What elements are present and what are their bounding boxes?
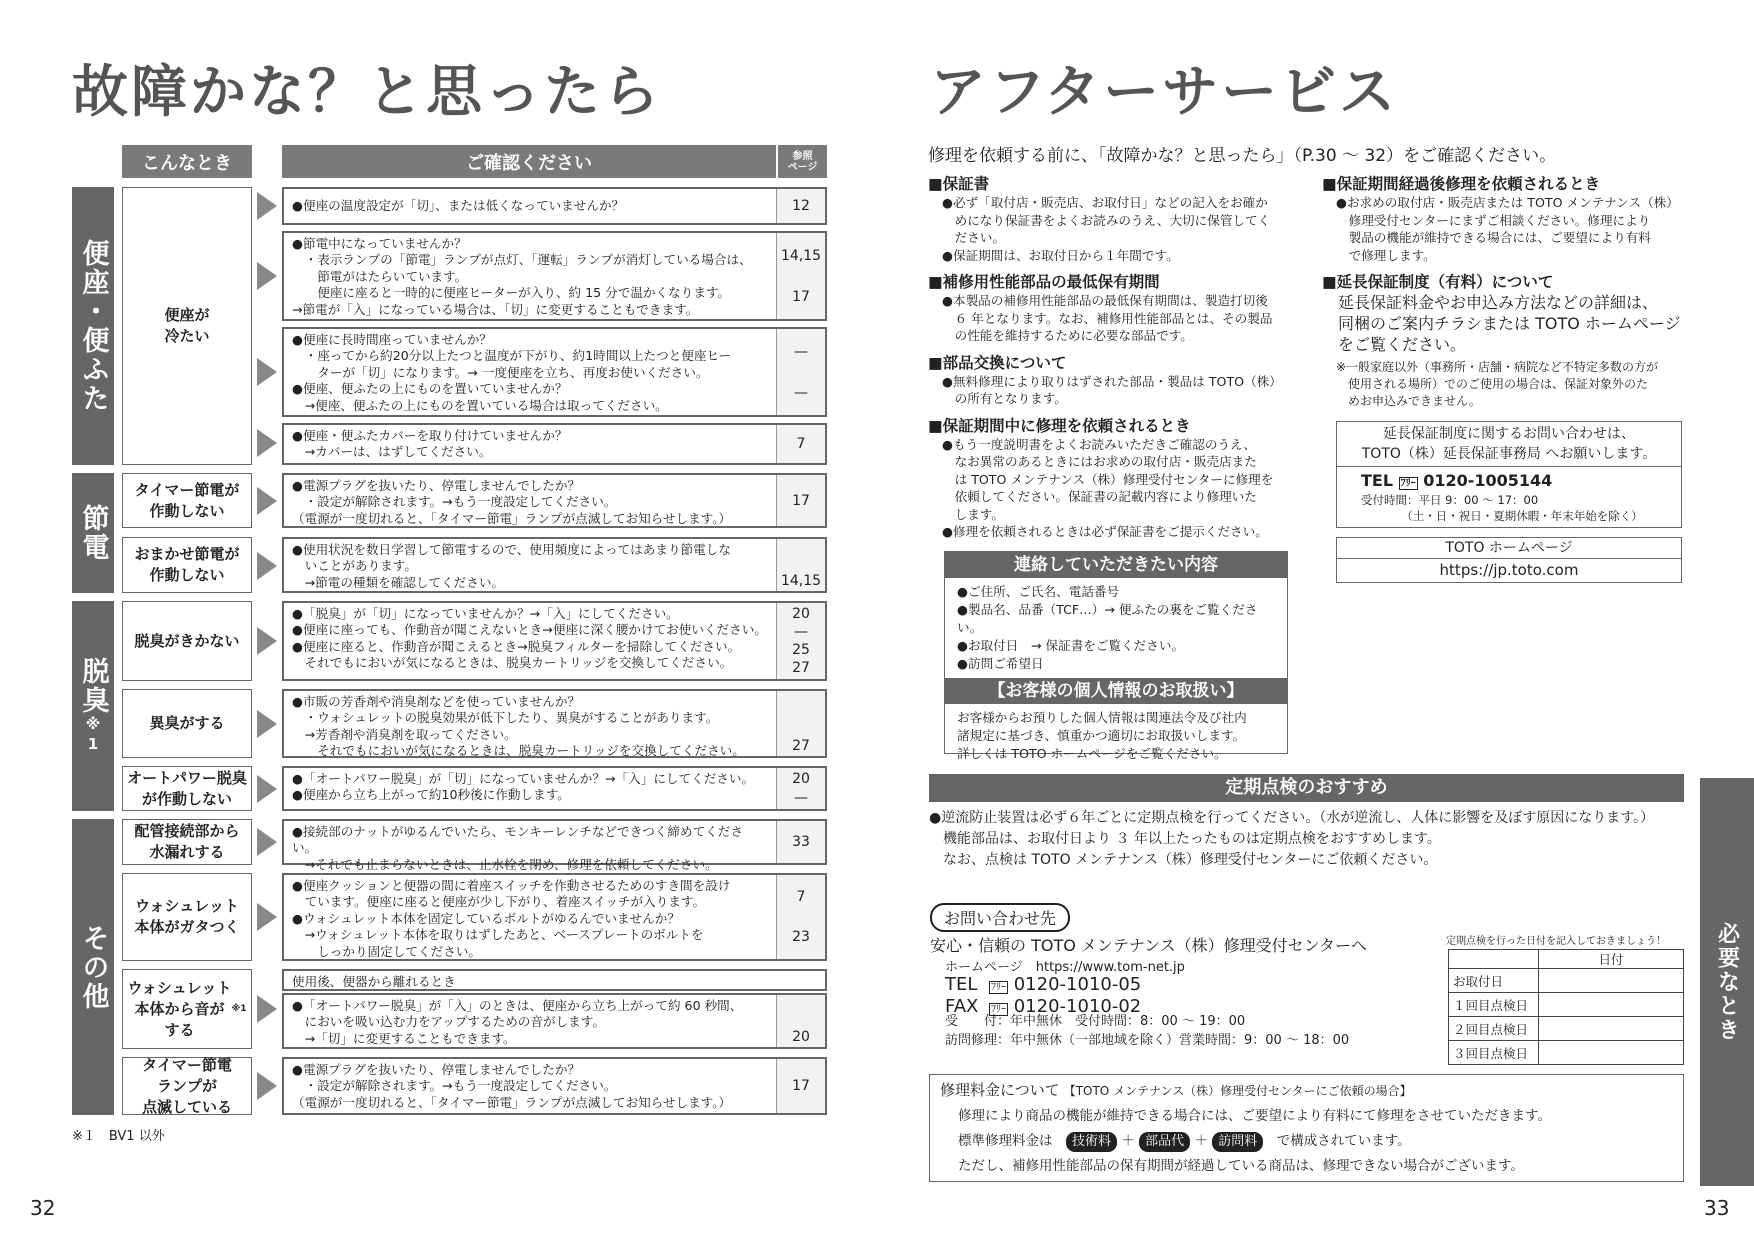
ref-pages bbox=[776, 425, 825, 463]
check-text: ●「脱臭」が「切」になっていませんか？→「入」にしてください。 ●便座に座っても、作動音が聞こえないとき→便座に深く腰かけてお使いください。 ●便座に座ると、作動音が聞こえるとき→脱臭フィルターを掃除してください。 それでもにおいが気になるときは、脱臭カートリッジを交換してください。 bbox=[292, 606, 767, 671]
section-parts-period-body: ●本製品の補修用性能部品の最低保有期間は、製造打切後 ６ 年となります。なお、補修用性能部品とは、その製品 の性能を維持するために必要な部品です。 bbox=[942, 293, 1273, 343]
header-when: こんなとき bbox=[122, 145, 252, 178]
inquiry-tel bbox=[945, 974, 1141, 995]
symptom-timer-save: タイマー節電が 作動しない bbox=[122, 473, 252, 528]
check-text: ●節電中になっていませんか？ ・表示ランプの「節電」ランプが点灯、「運転」ランプが消灯している場合は、 節電がはたらいています。 便座に座ると一時的に便座ヒーターが入り、約 15 分で温かくなります。 →節電が「入」になっている場合は、「切」に変更することもできます。 bbox=[292, 236, 752, 317]
table-cell bbox=[1449, 950, 1539, 969]
section-extended-body: 延長保証料金やお申込み方法などの詳細は、 同梱のご案内チラシまたは TOTO ホームページ をご覧ください。 bbox=[1338, 293, 1681, 354]
check-text: ●電源プラグを抜いたり、停電しませんでしたか？ ・設定が解除されます。→もう一度設定してください。 （電源が一度切れると、「タイマー節電」ランプが点滅してお知らせします。） bbox=[292, 1062, 732, 1110]
extended-contact-box bbox=[1336, 421, 1682, 528]
arrow-icon bbox=[257, 828, 277, 856]
ref-page: 17 bbox=[792, 288, 810, 305]
table-header-date: 日付 bbox=[1539, 950, 1684, 969]
check-row bbox=[282, 766, 827, 811]
fee-pill-parts: 部品代 bbox=[1139, 1132, 1190, 1152]
inspection-heading: 定期点検のおすすめ bbox=[929, 774, 1684, 802]
freedial-icon: ﾌﾘｰ bbox=[1400, 478, 1416, 489]
extended-contact-heading: 延長保証制度に関するお問い合わせは、 TOTO（株）延長保証事務局 へお願いします。 bbox=[1337, 422, 1681, 467]
arrow-icon bbox=[257, 262, 277, 290]
arrow-icon bbox=[257, 1072, 277, 1100]
check-row bbox=[282, 187, 827, 225]
check-row bbox=[282, 601, 827, 681]
homepage-url[interactable]: https://jp.toto.com bbox=[1439, 561, 1579, 579]
footnote: ※１ BV1 以外 bbox=[72, 1129, 165, 1144]
ref-page: — bbox=[794, 624, 808, 640]
ref-page: — bbox=[794, 789, 808, 806]
section-in-warranty: ■保証期間中に修理を依頼されるとき bbox=[928, 416, 1191, 435]
plus-icon: ＋ bbox=[1121, 1133, 1135, 1149]
homepage-box bbox=[1336, 537, 1682, 583]
fee-line-2a: 標準修理料金は bbox=[958, 1133, 1053, 1149]
ref-pages bbox=[776, 768, 825, 809]
inquiry-hours: 受 付：年中無休 受付時間：8：00 ～ 19：00 訪問修理：年中無休（一部地域を除く）営業時間：9：00 ～ 18：00 bbox=[945, 1014, 1350, 1048]
table-row-label: １回目点検日 bbox=[1449, 993, 1539, 1017]
ref-page: — bbox=[794, 384, 808, 401]
category-deodorize-label: 脱臭 bbox=[77, 657, 109, 715]
section-extended-note: ※一般家庭以外（事務所・店舗・病院など不特定多数の方が 使用される場所）でのご使用の場合は、保証対象外のた めお申込みできません。 bbox=[1336, 360, 1659, 408]
section-parts-exchange: ■部品交換について bbox=[928, 353, 1067, 372]
homepage-heading: TOTO ホームページ bbox=[1337, 538, 1681, 559]
category-power-save: 節電 bbox=[72, 473, 114, 593]
symptom-seat-cold: 便座が 冷たい bbox=[122, 187, 252, 465]
section-post-warranty: ■保証期間経過後修理を依頼されるとき bbox=[1322, 175, 1601, 193]
arrow-icon bbox=[257, 429, 277, 457]
fee-heading: 修理料金について bbox=[940, 1081, 1060, 1099]
ref-page: 25 bbox=[792, 642, 810, 658]
ref-pages bbox=[776, 539, 825, 591]
plus-icon: ＋ bbox=[1194, 1133, 1208, 1149]
ref-pages bbox=[776, 691, 825, 756]
header-check: ご確認ください bbox=[282, 145, 776, 178]
check-row bbox=[282, 537, 827, 593]
check-text: ●接続部のナットがゆるんでいたら、モンキーレンチなどできつく締めてください。 →それでも止まらないときは、止水栓を閉め、修理を依頼してください。 bbox=[292, 824, 743, 872]
category-other: その他 bbox=[72, 819, 114, 1115]
section-warranty: ■保証書 bbox=[928, 175, 990, 193]
fee-line-1: 修理により商品の機能が維持できる場合には、ご要望により有料にて修理をさせていただきます。 bbox=[958, 1108, 1551, 1124]
contact-heading: 連絡していただきたい内容 bbox=[945, 552, 1287, 578]
arrow-icon bbox=[257, 775, 277, 803]
contact-box bbox=[944, 551, 1288, 761]
check-row bbox=[282, 689, 827, 758]
arrow-icon bbox=[257, 487, 277, 515]
check-row bbox=[282, 231, 827, 321]
arrow-icon bbox=[257, 192, 277, 220]
extended-tel bbox=[1337, 467, 1681, 490]
arrow-icon bbox=[257, 552, 277, 580]
inquiry-main: 安心・信頼の TOTO メンテナンス（株）修理受付センターへ bbox=[930, 936, 1367, 955]
ref-pages bbox=[776, 995, 825, 1047]
section-post-warranty-body: ●お求めの取付店・販売店または TOTO メンテナンス（株） 修理受付センターにまずご相談ください。修理により 製品の機能が維持できる場合には、ご要望により有料 で修理します。 bbox=[1336, 195, 1679, 263]
table-row-label: お取付日 bbox=[1449, 969, 1539, 993]
fee-pill-tech: 技術料 bbox=[1066, 1132, 1117, 1152]
header-ref: 参照 ページ bbox=[778, 145, 827, 178]
inquiry-fax-number: 0120-1010-02 bbox=[1013, 996, 1142, 1017]
check-text: ●便座に長時間座っていませんか？ ・座ってから約20分以上たつと温度が下がり、約1時間以上たつと便座ヒー ターが「切」になります。→ 一度便座を立ち、再度お使いください。 ●便座、便ふたの上にものを置いていませんか？ →便座、便ふたの上にものを置いている場合は取ってください。 bbox=[292, 332, 732, 413]
table-row-label: ２回目点検日 bbox=[1449, 1017, 1539, 1041]
section-warranty-body: ●必ず「取付店・販売店、お取付日」などの記入をお確か めになり保証書をよくお読みのうえ、大切に保管してく ださい。 ●保証期間は、お取付日から１年間です。 bbox=[942, 195, 1271, 263]
privacy-heading: 【お客様の個人情報のお取扱い】 bbox=[945, 678, 1287, 704]
section-parts-exchange-body: ●無料修理により取りはずされた部品・製品は TOTO（株） の所有となります。 bbox=[942, 373, 1282, 406]
extended-tel-label: TEL bbox=[1361, 471, 1394, 490]
symptom-timer-lamp: タイマー節電 ランプが 点滅している bbox=[122, 1057, 252, 1115]
fee-line-2b: で構成されています。 bbox=[1276, 1133, 1411, 1149]
check-text: ●便座の温度設定が「切」、または低くなっていませんか？ bbox=[292, 198, 625, 213]
page-number-left: 32 bbox=[30, 1196, 56, 1220]
warranty-column bbox=[928, 166, 1293, 541]
extended-hours: 受付時間：平日 9：00 ～ 17：00 （土・日・祝日・夏期休暇・年末年始を除く） bbox=[1361, 493, 1643, 523]
freedial-icon: ﾌﾘｰ bbox=[991, 982, 1006, 993]
page-number-right: 33 bbox=[1704, 1196, 1730, 1220]
symptom-autopower: オートパワー脱臭 が作動しない bbox=[122, 766, 252, 811]
page-title-left: 故障かな？と思ったら bbox=[72, 60, 662, 125]
ref-page: 7 bbox=[796, 889, 806, 905]
check-text: 使用後、便器から離れるとき bbox=[292, 974, 456, 989]
inquiry-homepage[interactable]: ホームページ https://www.tom-net.jp bbox=[945, 960, 1185, 975]
ref-pages bbox=[776, 189, 825, 223]
ref-page: 17 bbox=[792, 492, 810, 509]
side-tab: 必要なとき bbox=[1700, 778, 1754, 1186]
ref-page: 27 bbox=[792, 660, 810, 676]
fee-line-3: ただし、補修用性能部品の保有期間が経過している商品は、修理できない場合がございます。 bbox=[958, 1158, 1524, 1174]
fee-pill-visit: 訪問料 bbox=[1212, 1132, 1263, 1152]
check-row bbox=[282, 473, 827, 528]
table-cell[interactable] bbox=[1539, 969, 1684, 993]
intro-text: 修理を依頼する前に、「故障かな？と思ったら」（P.30 ～ 32）をご確認ください。 bbox=[928, 146, 1557, 166]
symptom-deodor-weak: 脱臭がきかない bbox=[122, 601, 252, 681]
arrow-icon bbox=[257, 627, 277, 655]
ref-page: — bbox=[794, 343, 808, 360]
freedial-icon: ﾌﾘｰ bbox=[991, 1004, 1006, 1015]
check-row bbox=[282, 327, 827, 417]
post-warranty-column bbox=[1322, 166, 1692, 410]
inspection-table-note: 定期点検を行った日付を記入しておきましょう！ bbox=[1446, 936, 1666, 947]
arrow-icon bbox=[257, 995, 277, 1023]
inquiry-label: お問い合わせ先 bbox=[930, 903, 1070, 932]
ref-pages bbox=[776, 603, 825, 679]
ref-page: 14,15 bbox=[780, 247, 822, 264]
section-extended: ■延長保証制度（有料）について bbox=[1322, 273, 1554, 291]
ref-page: 20 bbox=[792, 771, 810, 788]
category-note: ※1 bbox=[84, 715, 102, 755]
ref-page: 27 bbox=[792, 738, 810, 754]
arrow-icon bbox=[257, 358, 277, 386]
symptom-noise-label: ウォシュレット 本体から音が する bbox=[127, 978, 232, 1039]
section-in-warranty-body: ●もう一度説明書をよくお読みいただきご確認のうえ、 なお異常のあるときにはお求めの取付店・販売店また は TOTO メンテナンス（株）修理受付センターに修理を 依頼してください。保証書の記載内容により修理いた します。 ●修理を依頼されるときは必ず保証書をご提示ください。 bbox=[942, 436, 1274, 539]
extended-tel-number: 0120-1005144 bbox=[1423, 471, 1553, 490]
fee-heading-sub: 【TOTO メンテナンス（株）修理受付センターにご依頼の場合】 bbox=[1063, 1084, 1412, 1098]
inquiry-tel-label: TEL bbox=[945, 974, 978, 995]
inquiry-tel-number: 0120-1010-05 bbox=[1013, 974, 1142, 995]
check-row bbox=[282, 993, 827, 1049]
ref-pages bbox=[776, 329, 825, 415]
symptom-wobble: ウォシュレット 本体がガタつく bbox=[122, 873, 252, 961]
table-row-label: ３回目点検日 bbox=[1449, 1041, 1539, 1065]
check-row bbox=[282, 423, 827, 465]
page-title-right: アフターサービス bbox=[930, 60, 1399, 125]
symptom-auto-save: おまかせ節電が 作動しない bbox=[122, 537, 252, 593]
ref-page: 14,15 bbox=[780, 573, 822, 589]
ref-page: 20 bbox=[792, 1029, 810, 1045]
ref-page: 7 bbox=[796, 436, 806, 452]
symptom-noise bbox=[122, 969, 252, 1049]
ref-page: 17 bbox=[792, 1078, 810, 1094]
ref-page: 20 bbox=[792, 606, 810, 622]
arrow-icon bbox=[257, 903, 277, 931]
ref-pages bbox=[776, 1059, 825, 1113]
ref-pages bbox=[776, 821, 825, 863]
category-seat: 便座・便ふた bbox=[72, 187, 114, 465]
check-text: ●便座・便ふたカバーを取り付けていませんか？ →カバーは、はずしてください。 bbox=[292, 428, 568, 460]
symptom-leak: 配管接続部から 水漏れする bbox=[122, 819, 252, 865]
fee-line-2 bbox=[940, 1128, 1673, 1154]
symptom-noise-note: ※1 bbox=[231, 1003, 247, 1014]
ref-page: 33 bbox=[792, 834, 810, 850]
check-text: ●電源プラグを抜いたり、停電しませんでしたか？ ・設定が解除されます。→もう一度設定してください。 （電源が一度切れると、「タイマー節電」ランプが点滅してお知らせします。） bbox=[292, 478, 732, 526]
check-text: ●便座クッションと便器の間に着座スイッチを作動させるためのすき間を設け ています。便座に座ると便座が少し下がり、着座スイッチが入ります。 ●ウォシュレット本体を固定しているボルトがゆるんでいませんか？ →ウォシュレット本体を取りはずしたあと、ベースプレートのボルトを しっかり固定してください。 bbox=[292, 878, 731, 959]
check-row bbox=[282, 819, 827, 872]
contact-body: ●ご住所、ご氏名、電話番号 ●製品名、品番（TCF…）→ 便ふたの裏をご覧ください。 ●お取付日 → 保証書をご覧ください。 ●訪問ご希望日 bbox=[957, 584, 1258, 671]
check-row bbox=[282, 1057, 827, 1115]
check-row bbox=[282, 873, 827, 961]
arrow-icon bbox=[257, 710, 277, 738]
inspection-table bbox=[1448, 949, 1684, 1065]
inspection-body: ●逆流防止装置は必ず６年ごとに定期点検を行ってください。（水が逆流し、人体に影響を及ぼす原因になります。） 機能部品は、お取付日より ３ 年以上たったものは定期点検をおすすめします。 なお、点検は TOTO メンテナンス（株）修理受付センターにご依頼ください。 bbox=[929, 810, 1655, 868]
fee-box bbox=[929, 1074, 1684, 1182]
check-row bbox=[282, 969, 827, 991]
check-text: ●「オートパワー脱臭」が「入」のときは、便座から立ち上がって約 60 秒間、 においを吸い込む力をアップするための音がします。 →「切」に変更することもできます。 bbox=[292, 998, 743, 1046]
check-text: ●「オートパワー脱臭」が「切」になっていませんか？→「入」にしてください。 ●便座から立ち上がって約10秒後に作動します。 bbox=[292, 771, 755, 803]
fee-heading-line bbox=[940, 1079, 1673, 1100]
category-deodorize bbox=[72, 601, 114, 811]
table-cell[interactable] bbox=[1539, 1017, 1684, 1041]
ref-page: 12 bbox=[792, 198, 810, 214]
section-parts-period: ■補修用性能部品の最低保有期間 bbox=[928, 273, 1160, 291]
inquiry-fax-label: FAX bbox=[945, 996, 979, 1017]
ref-pages bbox=[776, 875, 825, 959]
check-text: ●使用状況を数日学習して節電するので、使用頻度によってはあまり節電しな いことがあります。 →節電の種類を確認してください。 bbox=[292, 542, 731, 590]
check-text: ●市販の芳香剤や消臭剤などを使っていませんか？ ・ウォシュレットの脱臭効果が低下したり、異臭がすることがあります。 →芳香剤や消臭剤を取ってください。 それでもにおいが気になるときは、脱臭カートリッジを交換してください。 bbox=[292, 694, 745, 759]
ref-pages bbox=[776, 233, 825, 319]
privacy-body: お客様からお預りした個人情報は関連法令及び社内 諸規定に基づき、慎重かつ適切にお取扱いします。 詳しくは TOTO ホームページをご覧ください。 bbox=[957, 710, 1247, 761]
table-cell[interactable] bbox=[1539, 1041, 1684, 1065]
table-cell[interactable] bbox=[1539, 993, 1684, 1017]
ref-pages bbox=[776, 475, 825, 526]
symptom-odor: 異臭がする bbox=[122, 689, 252, 758]
ref-page: 23 bbox=[792, 929, 810, 945]
